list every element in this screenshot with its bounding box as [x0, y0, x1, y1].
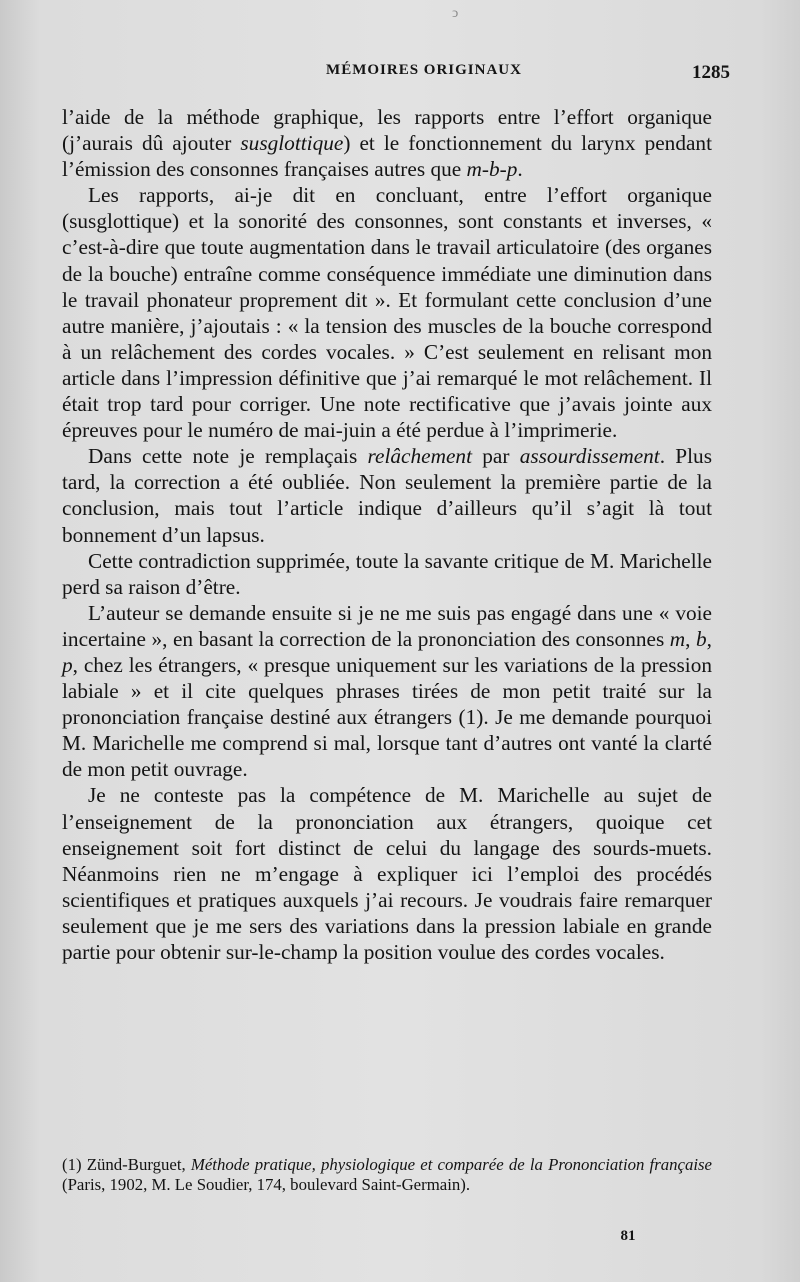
text-run: Dans cette note je remplaçais	[88, 444, 368, 469]
footnote-text: (Paris, 1902, M. Le Soudier, 174, boulevard Saint-Germain).	[62, 1175, 471, 1194]
text-run: , chez les étrangers, « presque uniquement sur les variations de la pression labiale » et il cite quelques phrases tirées de mon petit traité sur la prononciation française destiné aux étrangers (1). Je me demande pourquoi M. Marichelle me comprend si mal, lorsque tant d’autres ont vanté la clarté de mon petit ouvrage.	[62, 652, 712, 782]
italic-text: m	[669, 626, 686, 651]
text-run: l’aide de la méthode graphique, les rapports entre l’effort organique (j’aurais dû ajouter	[62, 105, 712, 156]
running-head: MÉMOIRES ORIGINAUX	[326, 62, 522, 78]
text-run: . Plus tard, la correction a été oubliée. Non seulement la première partie de la conclusion, mais tout l’article indique d’ailleurs qu’il s’agit là tout bonnement d’un lapsus.	[62, 444, 712, 547]
italic-text: m-b-p	[466, 157, 518, 182]
text-run: ,	[706, 626, 712, 651]
footnote-italic-text: Méthode pratique, physiologique et comparée de la Prononciation française	[190, 1155, 713, 1174]
paragraph	[62, 548, 712, 600]
scan-mark: ͻ	[452, 6, 459, 21]
text-run: Cette contradiction supprimée, toute la savante critique de M. Marichelle perd sa raison d’être.	[62, 548, 712, 599]
italic-text: assourdissement	[519, 444, 660, 469]
text-run: ,	[685, 626, 697, 651]
footnote-text: Zünd-Burguet,	[81, 1155, 191, 1174]
paragraph	[62, 104, 712, 182]
paragraph	[62, 600, 712, 783]
italic-text: p	[62, 652, 73, 677]
text-run: Je ne conteste pas la compétence de M. Marichelle au sujet de l’enseignement de la prononciation aux étrangers, quoique cet enseignement soit fort distinct de celui du langage des sourds-muets. Néanmoins rien ne m’engage à expliquer ici l’emploi des procédés scientifiques et pratiques auxquels j’ai recours. Je voudrais faire remarquer seulement que je me sers des variations dans la pression labiale en grande partie pour obtenir sur-le-champ la position voulue des cordes vocales.	[62, 783, 712, 964]
page-header	[118, 62, 730, 88]
text-run: .	[517, 157, 523, 182]
text-run: Les rapports, ai-je dit en concluant, entre l’effort organique (susglottique) et la sonorité des consonnes, sont constants et inverses, « c’est-à-dire que toute augmentation dans le travail articulatoire (des organes de la bouche) entraîne comme conséquence immédiate une diminution dans le travail phonateur proprement dit ». Et formulant cette conclusion d’une autre manière, j’ajoutais : « la tension des muscles de la bouche correspond à un relâchement des cordes vocales. » C’est seulement en relisant mon article dans l’impression définitive que j’ai remarqué le mot relâchement. Il était trop tard pour corriger. Une note rectificative que j’avais jointe aux épreuves pour le numéro de mai-juin a été perdue à l’imprimerie.	[62, 183, 712, 443]
footnote	[62, 1155, 712, 1195]
text-run: par	[471, 444, 520, 469]
italic-text: b	[696, 626, 707, 651]
footnote-marker: (1)	[62, 1155, 82, 1174]
signature-mark	[0, 1228, 800, 1245]
italic-text: relâchement	[367, 444, 472, 469]
signature-number: 81	[620, 1228, 636, 1244]
paragraph	[62, 443, 712, 547]
paragraph	[62, 182, 712, 443]
page-number: 1285	[692, 62, 730, 83]
body-text	[62, 104, 712, 965]
italic-text: susglottique	[240, 131, 344, 156]
paragraph	[62, 782, 712, 965]
text-run: L’auteur se demande ensuite si je ne me suis pas engagé dans une « voie incertaine », en basant la correction de la prononciation des consonnes	[62, 600, 712, 651]
text-run: ) et le fonctionnement du larynx pendant l’émission des consonnes françaises autres que	[62, 131, 712, 182]
